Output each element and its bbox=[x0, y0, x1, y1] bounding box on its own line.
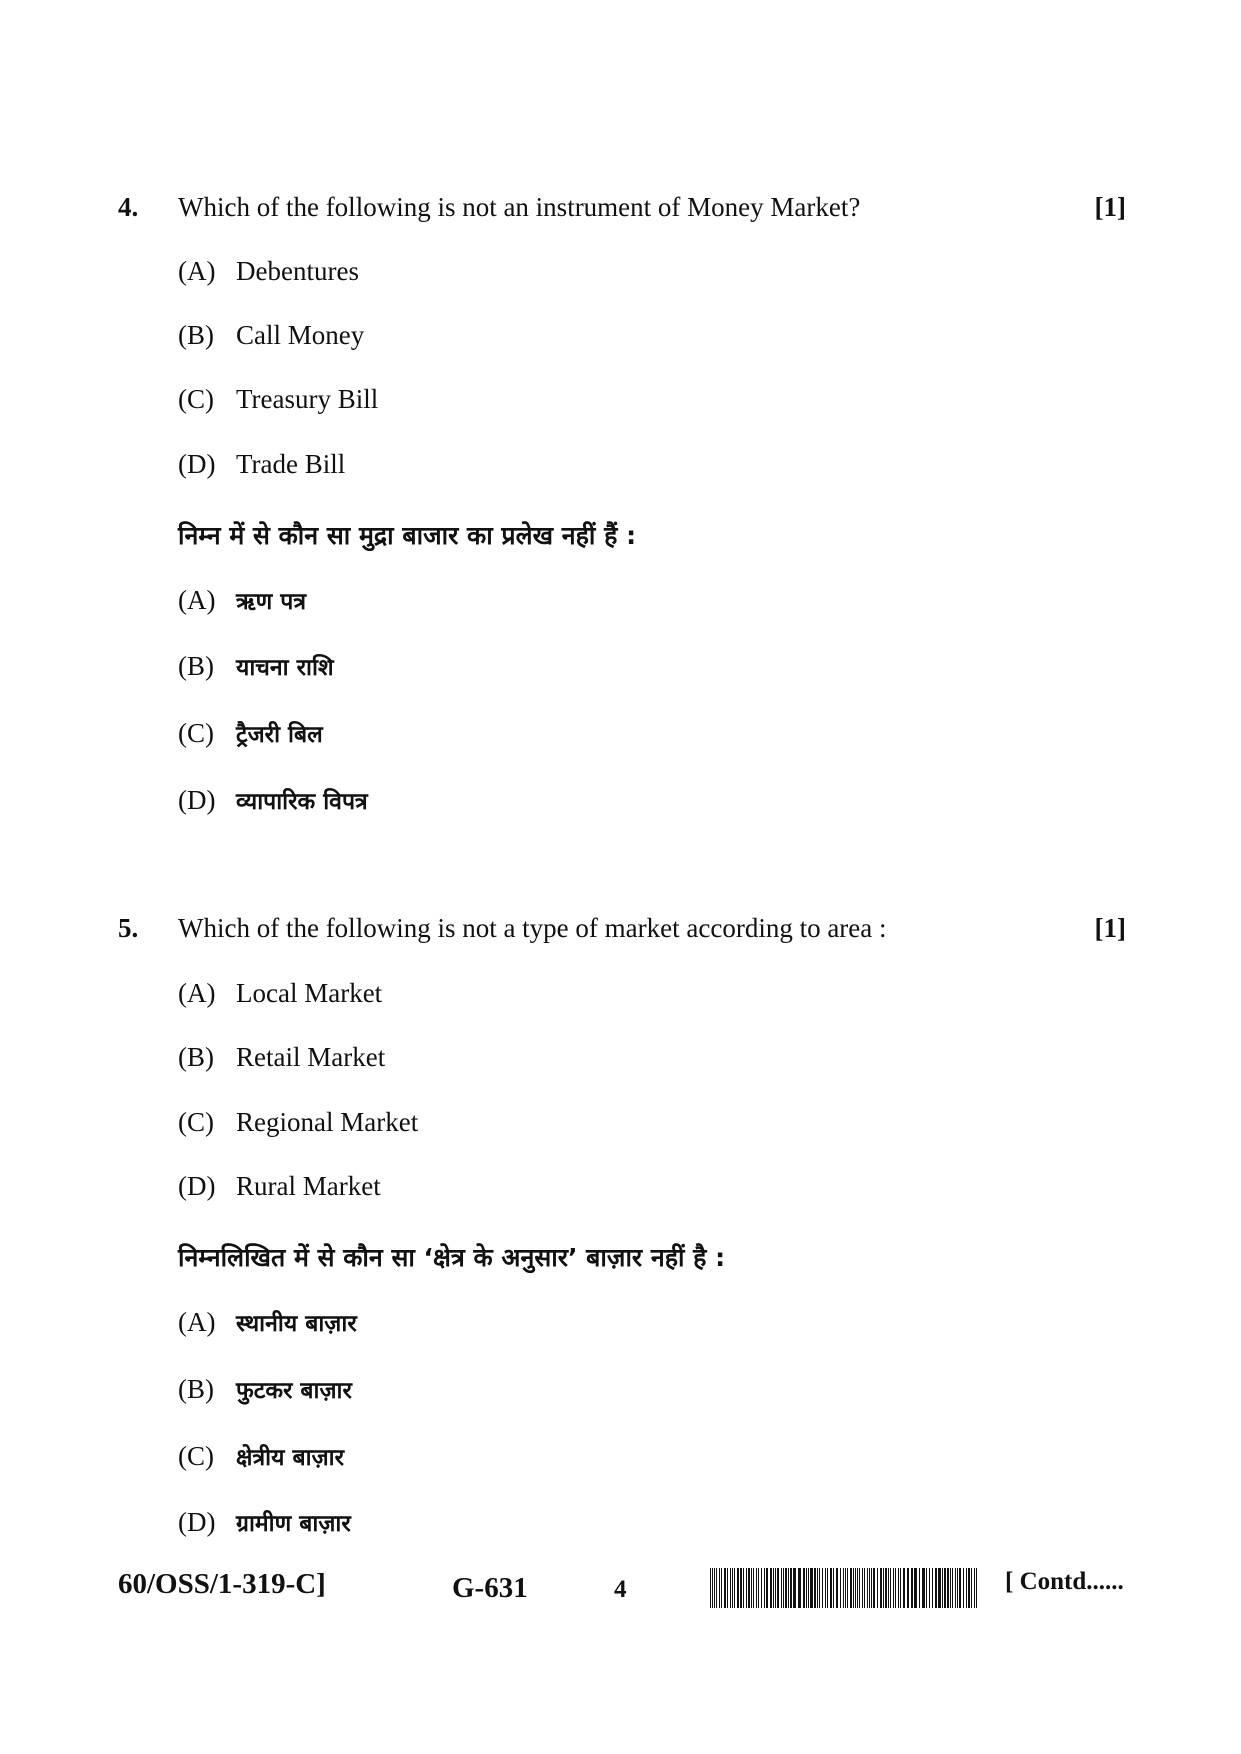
option-label: (B) bbox=[178, 1374, 214, 1404]
question-number: 5. bbox=[118, 913, 139, 943]
option-label: (C) bbox=[178, 1441, 214, 1471]
option-text: Debentures bbox=[236, 256, 359, 286]
option-label: (C) bbox=[178, 718, 214, 748]
hindi-option-d bbox=[178, 784, 368, 816]
option-text: Regional Market bbox=[236, 1107, 419, 1137]
option-d bbox=[178, 449, 345, 480]
marks-label: [1] bbox=[1094, 913, 1126, 943]
option-b bbox=[178, 1042, 385, 1073]
question-number: 4. bbox=[118, 192, 139, 222]
hindi-option-a bbox=[178, 1306, 357, 1338]
option-text: ऋण पत्र bbox=[236, 589, 307, 615]
series-code: G-631 bbox=[452, 1572, 528, 1604]
hindi-question-text: निम्नलिखित में से कौन सा ‘क्षेत्र के अनुसार’ बाज़ार नहीं है : bbox=[178, 1243, 726, 1272]
hindi-option-b bbox=[178, 1373, 352, 1405]
option-text: Trade Bill bbox=[236, 449, 346, 479]
contd-label: [ Contd...... bbox=[1005, 1568, 1124, 1595]
option-a bbox=[178, 978, 382, 1009]
hindi-option-a bbox=[178, 584, 306, 616]
page-footer bbox=[0, 1568, 1241, 1618]
option-c bbox=[178, 1107, 418, 1138]
hindi-option-d bbox=[178, 1506, 351, 1538]
barcode-image bbox=[710, 1568, 980, 1608]
hindi-option-c bbox=[178, 717, 323, 749]
option-label: (D) bbox=[178, 1507, 216, 1537]
question-text: Which of the following is not a type of market according to area : bbox=[178, 913, 887, 943]
option-label: (B) bbox=[178, 1042, 214, 1072]
option-label: (A) bbox=[178, 256, 216, 286]
option-a bbox=[178, 256, 359, 287]
option-b bbox=[178, 320, 364, 351]
option-text: Retail Market bbox=[236, 1042, 386, 1072]
paper-code: 60/OSS/1-319-C] bbox=[118, 1568, 326, 1600]
option-label: (A) bbox=[178, 1307, 216, 1337]
option-label: (B) bbox=[178, 651, 214, 681]
hindi-option-b bbox=[178, 650, 334, 682]
option-label: (B) bbox=[178, 320, 214, 350]
page-number: 4 bbox=[614, 1576, 627, 1603]
question-text: Which of the following is not an instrument of Money Market? bbox=[178, 192, 861, 222]
option-label: (C) bbox=[178, 1107, 214, 1137]
option-label: (D) bbox=[178, 1171, 216, 1201]
hindi-option-c bbox=[178, 1440, 344, 1472]
option-text: ट्रैजरी बिल bbox=[236, 722, 323, 748]
option-text: Rural Market bbox=[236, 1171, 381, 1201]
option-c bbox=[178, 384, 378, 415]
option-label: (A) bbox=[178, 585, 216, 615]
option-text: क्षेत्रीय बाज़ार bbox=[236, 1445, 345, 1471]
hindi-question-text: निम्न में से कौन सा मुद्रा बाजार का प्रलेख नहीं हैं : bbox=[178, 521, 637, 550]
option-label: (D) bbox=[178, 449, 216, 479]
option-text: फुटकर बाज़ार bbox=[236, 1378, 352, 1404]
option-text: स्थानीय बाज़ार bbox=[236, 1311, 357, 1337]
option-d bbox=[178, 1171, 381, 1202]
option-label: (C) bbox=[178, 384, 214, 414]
option-text: Call Money bbox=[236, 320, 365, 350]
marks-label: [1] bbox=[1094, 192, 1126, 222]
option-text: व्यापारिक विपत्र bbox=[236, 789, 368, 815]
option-text: Local Market bbox=[236, 978, 383, 1008]
option-text: ग्रामीण बाज़ार bbox=[236, 1511, 351, 1537]
option-text: Treasury Bill bbox=[236, 384, 379, 414]
option-label: (A) bbox=[178, 978, 216, 1008]
option-label: (D) bbox=[178, 785, 216, 815]
option-text: याचना राशि bbox=[236, 655, 334, 681]
